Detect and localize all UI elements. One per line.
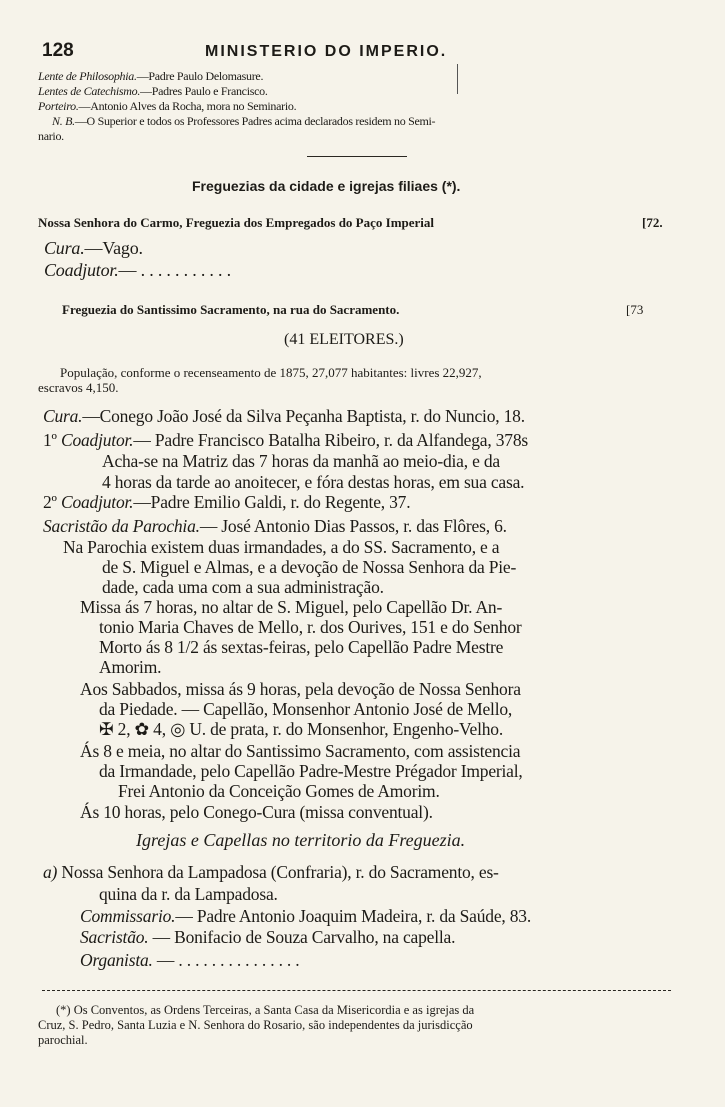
coadjutor-1-note: Acha-se na Matriz das 7 horas da manhã ao meio-dia, e da [102, 451, 500, 471]
paragraph-line: Frei Antonio da Conceição Gomes de Amorim. [118, 781, 440, 801]
page-number: 128 [42, 40, 74, 61]
organista: Organista. — . . . . . . . . . . . . . . . [80, 950, 300, 970]
parish-title-sacramento: Freguezia do Santissimo Sacramento, na rua do Sacramento. [62, 302, 400, 317]
running-title: MINISTERIO DO IMPERIO. [205, 43, 448, 60]
staff-line: Porteiro.—Antonio Alves da Rocha, mora no Seminario. [38, 99, 297, 113]
paragraph-line: dade, cada uma com a sua administração. [102, 577, 384, 597]
coadjutor-carmo: Coadjutor.— . . . . . . . . . . . [44, 260, 231, 280]
paragraph-line: Morto ás 8 1/2 ás sextas-feiras, pelo Capellão Padre Mestre [99, 637, 504, 657]
nota-bene-cont: nario. [38, 129, 64, 143]
footnote-line: (*) Os Conventos, as Ordens Terceiras, a Santa Casa da Misericordia e as igrejas da [56, 1003, 475, 1017]
paragraph-line: Ás 8 e meia, no altar do Santissimo Sacramento, com assistencia [80, 741, 521, 761]
divider [307, 156, 407, 157]
igreja-entry-cont: quina da r. da Lampadosa. [99, 884, 278, 904]
commissario: Commissario.— Padre Antonio Joaquim Madeira, r. da Saúde, 83. [80, 906, 532, 926]
paragraph-line: Ás 10 horas, pelo Conego-Cura (missa conventual). [80, 802, 433, 822]
cura-carmo: Cura.—Vago. [44, 238, 143, 258]
paragraph-line: Aos Sabbados, missa ás 9 horas, pela devoção de Nossa Senhora [80, 679, 521, 699]
section-title: Freguezias da cidade e igrejas filiaes (*). [192, 178, 461, 194]
footnote-line: parochial. [38, 1033, 88, 1047]
sacristao-capella: Sacristão. — Bonifacio de Souza Carvalho, na capella. [80, 927, 456, 947]
staff-line: Lentes de Catechismo.—Padres Paulo e Francisco. [38, 84, 268, 98]
sacristao-sacramento: Sacristão da Parochia.— José Antonio Dias Passos, r. das Flôres, 6. [43, 516, 507, 536]
population-line: População, conforme o recenseamento de 1875, 27,077 habitantes: livres 22,927, [60, 365, 482, 380]
footnote-divider [42, 990, 671, 991]
parish-ref-carmo: [72. [642, 215, 663, 230]
footnote-line: Cruz, S. Pedro, Santa Luzia e N. Senhora do Rosario, são independentes da jurisdicção [38, 1018, 473, 1032]
parish-ref-sacramento: [73 [626, 302, 644, 317]
paragraph-line: tonio Maria Chaves de Mello, r. dos Ourives, 151 e do Senhor [99, 617, 522, 637]
coadjutor-1: 1º Coadjutor.— Padre Francisco Batalha Ribeiro, r. da Alfandega, 378s [43, 430, 528, 450]
cura-sacramento: Cura.—Conego João José da Silva Peçanha Baptista, r. do Nuncio, 18. [43, 406, 525, 426]
nota-bene: N. B.—O Superior e todos os Professores Padres acima declarados residem no Semi- [52, 114, 436, 128]
coadjutor-1-note: 4 horas da tarde ao anoitecer, e fóra destas horas, em sua casa. [102, 472, 525, 492]
electors: (41 ELEITORES.) [284, 331, 404, 348]
paragraph-line: da Irmandade, pelo Capellão Padre-Mestre Prégador Imperial, [99, 761, 523, 781]
igrejas-heading: Igrejas e Capellas no territorio da Freguezia. [136, 830, 466, 850]
igreja-entry: a) Nossa Senhora da Lampadosa (Confraria), r. do Sacramento, es- [43, 862, 499, 882]
staff-line: Lente de Philosophia.—Padre Paulo Delomasure. [38, 69, 264, 83]
paragraph-line: Missa ás 7 horas, no altar de S. Miguel, pelo Capellão Dr. An- [80, 597, 503, 617]
parish-title-carmo: Nossa Senhora do Carmo, Freguezia dos Empregados do Paço Imperial [38, 215, 435, 230]
paragraph-line: de S. Miguel e Almas, e a devoção de Nossa Senhora da Pie- [102, 557, 517, 577]
paragraph-line: Na Parochia existem duas irmandades, a do SS. Sacramento, e a [63, 537, 500, 557]
paragraph-line: Amorim. [99, 657, 162, 677]
paragraph-line: ✠ 2, ✿ 4, ◎ U. de prata, r. do Monsenhor, Engenho-Velho. [99, 719, 504, 739]
paragraph-line: da Piedade. — Capellão, Monsenhor Antonio José de Mello, [99, 699, 513, 719]
margin-rule [457, 64, 458, 94]
population-line: escravos 4,150. [38, 380, 119, 395]
coadjutor-2: 2º Coadjutor.—Padre Emilio Galdi, r. do Regente, 37. [43, 492, 411, 512]
